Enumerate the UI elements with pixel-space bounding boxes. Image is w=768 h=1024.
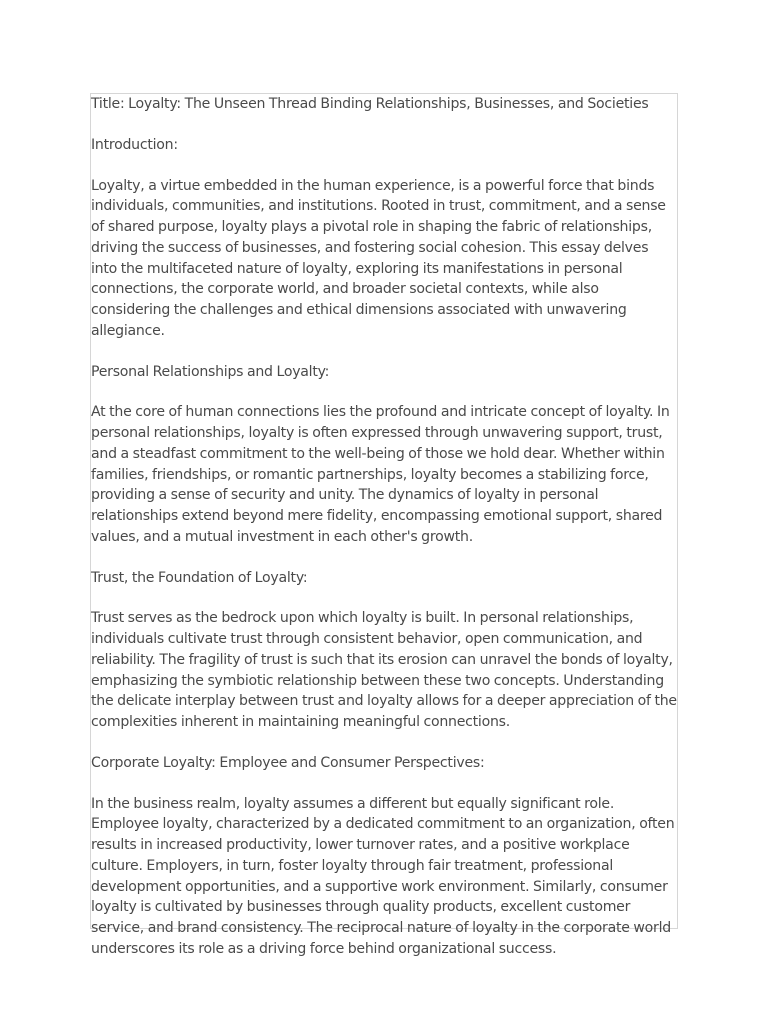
- document-title: Title: Loyalty: The Unseen Thread Binding Relationships, Businesses, and Societies: [91, 96, 649, 112]
- trust-paragraph: Trust serves as the bedrock upon which loyalty is built. In personal relationships, individuals cultivate trust through consistent behavior, open communication, and reliability. The fragility of trust is such that its erosion can unravel the bonds of loyalty, emphasizing the symbiotic relationship between these two concepts. Understanding the delicate interplay between trust and loyalty allows for a deeper appreciation of the complexities inherent in maintaining meaningful connections.: [91, 610, 677, 730]
- corporate-loyalty-paragraph: In the business realm, loyalty assumes a different but equally significant role. Employee loyalty, characterized by a dedicated commitment to an organization, often results in increased productivity, lower turnover rates, and a positive workplace culture. Employers, in turn, foster loyalty through fair treatment, professional development opportunities, and a supportive work environment. Similarly, consumer loyalty is cultivated by businesses through quality products, excellent customer service, and brand consistency. The reciprocal nature of loyalty in the corporate world underscores its role as a driving force behind organizational success.: [91, 795, 675, 957]
- personal-relationships-heading: Personal Relationships and Loyalty:: [91, 363, 330, 380]
- document-text-box: [90, 93, 678, 957]
- document-body: [91, 94, 677, 959]
- introduction-heading: Introduction:: [91, 136, 178, 153]
- introduction-paragraph: Loyalty, a virtue embedded in the human experience, is a powerful force that binds individuals, communities, and institutions. Rooted in trust, commitment, and a sense of shared purpose, loyalty plays a pivotal role in shaping the fabric of relationships, driving the success of businesses, and fostering social cohesion. This essay delves into the multifaceted nature of loyalty, exploring its manifestations in personal connections, the corporate world, and broader societal contexts, while also considering the challenges and ethical dimensions associated with unwavering allegiance.: [91, 177, 666, 339]
- trust-heading: Trust, the Foundation of Loyalty:: [91, 569, 308, 586]
- personal-relationships-paragraph: At the core of human connections lies the profound and intricate concept of loyalty. In personal relationships, loyalty is often expressed through unwavering support, trust, and a steadfast commitment to the well-being of those we hold dear. Whether within families, friendships, or romantic partnerships, loyalty becomes a stabilizing force, providing a sense of security and unity. The dynamics of loyalty in personal relationships extend beyond mere fidelity, encompassing emotional support, shared values, and a mutual investment in each other's growth.: [91, 404, 670, 545]
- corporate-loyalty-heading: Corporate Loyalty: Employee and Consumer Perspectives:: [91, 754, 485, 771]
